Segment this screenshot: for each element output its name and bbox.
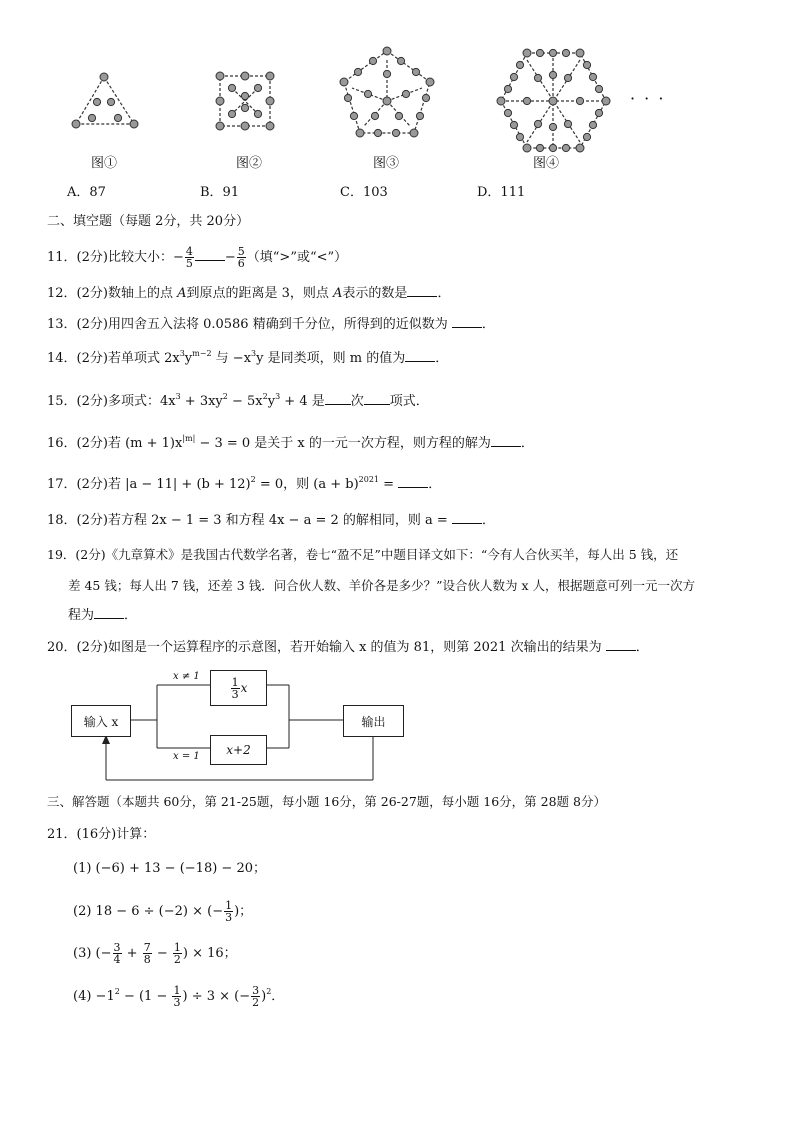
q21-part-2: (2) 18 − 6 ÷ (−2) × (− $\frac{1}{3}$ )； (73, 899, 253, 924)
flow-top-condition: x ≠ 1 (173, 671, 200, 682)
section-2-title: 二、填空题（每题 2分，共 20分） (47, 214, 250, 229)
question-13: 13．(2分)用四舍五入法将 0.0586 精确到千分位，所得到的近似数为 ． (47, 317, 495, 332)
question-19-line-1: 19．(2分)《九章算术》是我国古代数学名著，卷七“盈不足”中题目译文如下：“今有人合伙买羊，每人出 5 钱，还 (47, 547, 679, 562)
flow-bottom-condition: x = 1 (173, 751, 200, 762)
q21-part-4: $(4) -1^2 - (1$ − $\frac{1}{3}$ ) ÷ 3 × (− $\frac{3}{2}$ )$^2$． (73, 984, 285, 1009)
question-19-line-3: 程为 ． (68, 608, 138, 623)
question-18: 18．(2分)若方程 2x − 1 = 3 和方程 4x − a = 2 的解相同，则 a = ． (47, 513, 495, 528)
option-d: D．111 (477, 185, 526, 200)
flow-output-box: 输出 (343, 705, 404, 737)
figure-caption-3: 图③ (373, 156, 400, 171)
ellipsis: · · · (630, 89, 666, 108)
flow-input-box: 输入 x (71, 705, 131, 737)
q21-part-1: (1) (−6) + 13 − (−18) − 20； (73, 861, 266, 876)
figure-caption-4: 图④ (533, 156, 560, 171)
figure-caption-2: 图② (236, 156, 263, 171)
question-14: 14．(2分)若单项式 $2x^3y^{m-2}$ 与 $-x^3y$ 是同类项，则 m 的值为 ． (47, 349, 449, 366)
q21-part-3: (3) (− $\frac{3}{4}$ + $\frac{7}{8}$ − $\frac{1}{2}$ ) × 16； (73, 941, 237, 966)
question-12: 12．(2分)数轴上的点 A到原点的距离是 3，则点 A表示的数是 ． (47, 286, 451, 301)
question-21-title: 21．(16分)计算： (47, 827, 156, 842)
question-15: 15．(2分)多项式：$4x^3 + 3xy^2 - 5x^2y^3 + 4$ 是 次 项式． (47, 392, 429, 409)
flow-top-box: $\frac{1}{3}$ x (210, 670, 267, 706)
figure-caption-1: 图① (91, 156, 118, 171)
question-17: 17．(2分)若 $|a - 11| + (b + 12)^2 = 0$，则 $(a + b)^{2021}$ = ． (47, 475, 442, 492)
question-11: 11．(2分)比较大小：− $\frac{4}{5}$ − $\frac{5}{6}$ （填“>”或“<”） (47, 245, 348, 270)
question-19-line-2: 差 45 钱；每人出 7 钱，还差 3 钱．问合伙人数、羊价各是多少？”设合伙人数为 x 人，根据题意可列一元一次方 (68, 578, 696, 593)
option-b: B．91 (200, 185, 240, 200)
flow-bottom-box: x+2 (210, 735, 267, 765)
question-20: 20．(2分)如图是一个运算程序的示意图，若开始输入 x 的值为 81，则第 2021 次输出的结果为 ． (47, 640, 649, 655)
question-16: 16．(2分)若 $(m + 1)x^{|m|} - 3 = 0$ 是关于 x 的一元一次方程，则方程的解为 ． (47, 434, 534, 451)
option-c: C．103 (340, 185, 388, 200)
option-a: A．87 (67, 185, 106, 200)
section-3-title: 三、解答题（本题共 60分，第 21-25题，每小题 16分，第 26-27题，每小题 16分，第 28题 8分） (47, 794, 606, 809)
